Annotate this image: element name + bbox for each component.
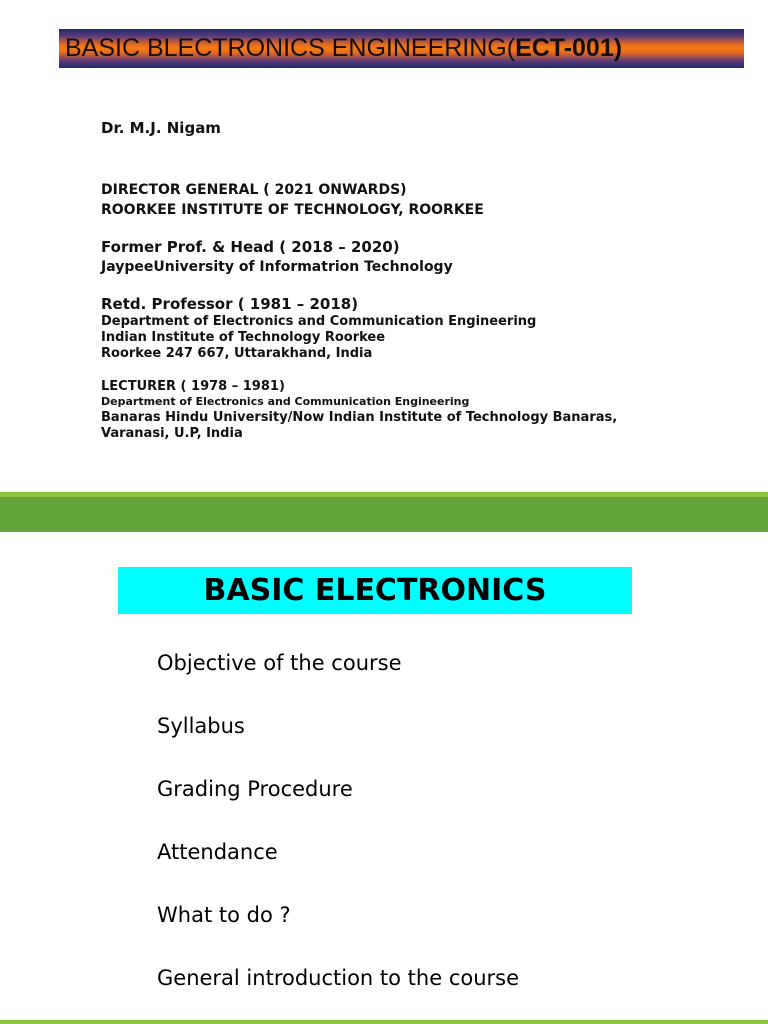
slide-separator — [0, 497, 768, 532]
bottom-separator — [0, 1020, 768, 1024]
role2-title: Former Prof. & Head ( 2018 – 2020) — [101, 238, 400, 256]
outline-item-what-to-do: What to do ? — [157, 903, 291, 927]
slide-course-outline — [0, 532, 768, 1024]
role2-institution: JaypeeUniversity of Informatrion Technology — [101, 259, 453, 275]
role1-institution: ROORKEE INSTITUTE OF TECHNOLOGY, ROORKEE — [101, 202, 484, 218]
course-title: BASIC BLECTRONICS ENGINEERING( — [65, 34, 516, 62]
role4-title: LECTURER ( 1978 – 1981) — [101, 379, 285, 394]
role3-title: Retd. Professor ( 1981 – 2018) — [101, 295, 359, 313]
outline-title: BASIC ELECTRONICS — [118, 567, 632, 614]
course-code: ECT-001) — [515, 34, 623, 62]
role4-institution: Banaras Hindu University/Now Indian Institute of Technology Banaras, — [101, 410, 618, 425]
role4-address: Varanasi, U.P, India — [101, 426, 243, 441]
outline-item-objective: Objective of the course — [157, 651, 402, 675]
slide-instructor-info — [0, 0, 768, 492]
outline-item-introduction: General introduction to the course — [157, 966, 520, 990]
outline-item-syllabus: Syllabus — [157, 714, 245, 738]
outline-item-grading: Grading Procedure — [157, 777, 353, 801]
outline-item-attendance: Attendance — [157, 840, 278, 864]
role4-department: Department of Electronics and Communication Engineering — [101, 395, 470, 408]
course-title-banner — [59, 29, 744, 68]
role1-title: DIRECTOR GENERAL ( 2021 ONWARDS) — [101, 182, 407, 198]
role3-institution: Indian Institute of Technology Roorkee — [101, 330, 386, 345]
role3-address: Roorkee 247 667, Uttarakhand, India — [101, 346, 373, 361]
role3-department: Department of Electronics and Communication Engineering — [101, 314, 537, 329]
author-name: Dr. M.J. Nigam — [101, 119, 221, 137]
